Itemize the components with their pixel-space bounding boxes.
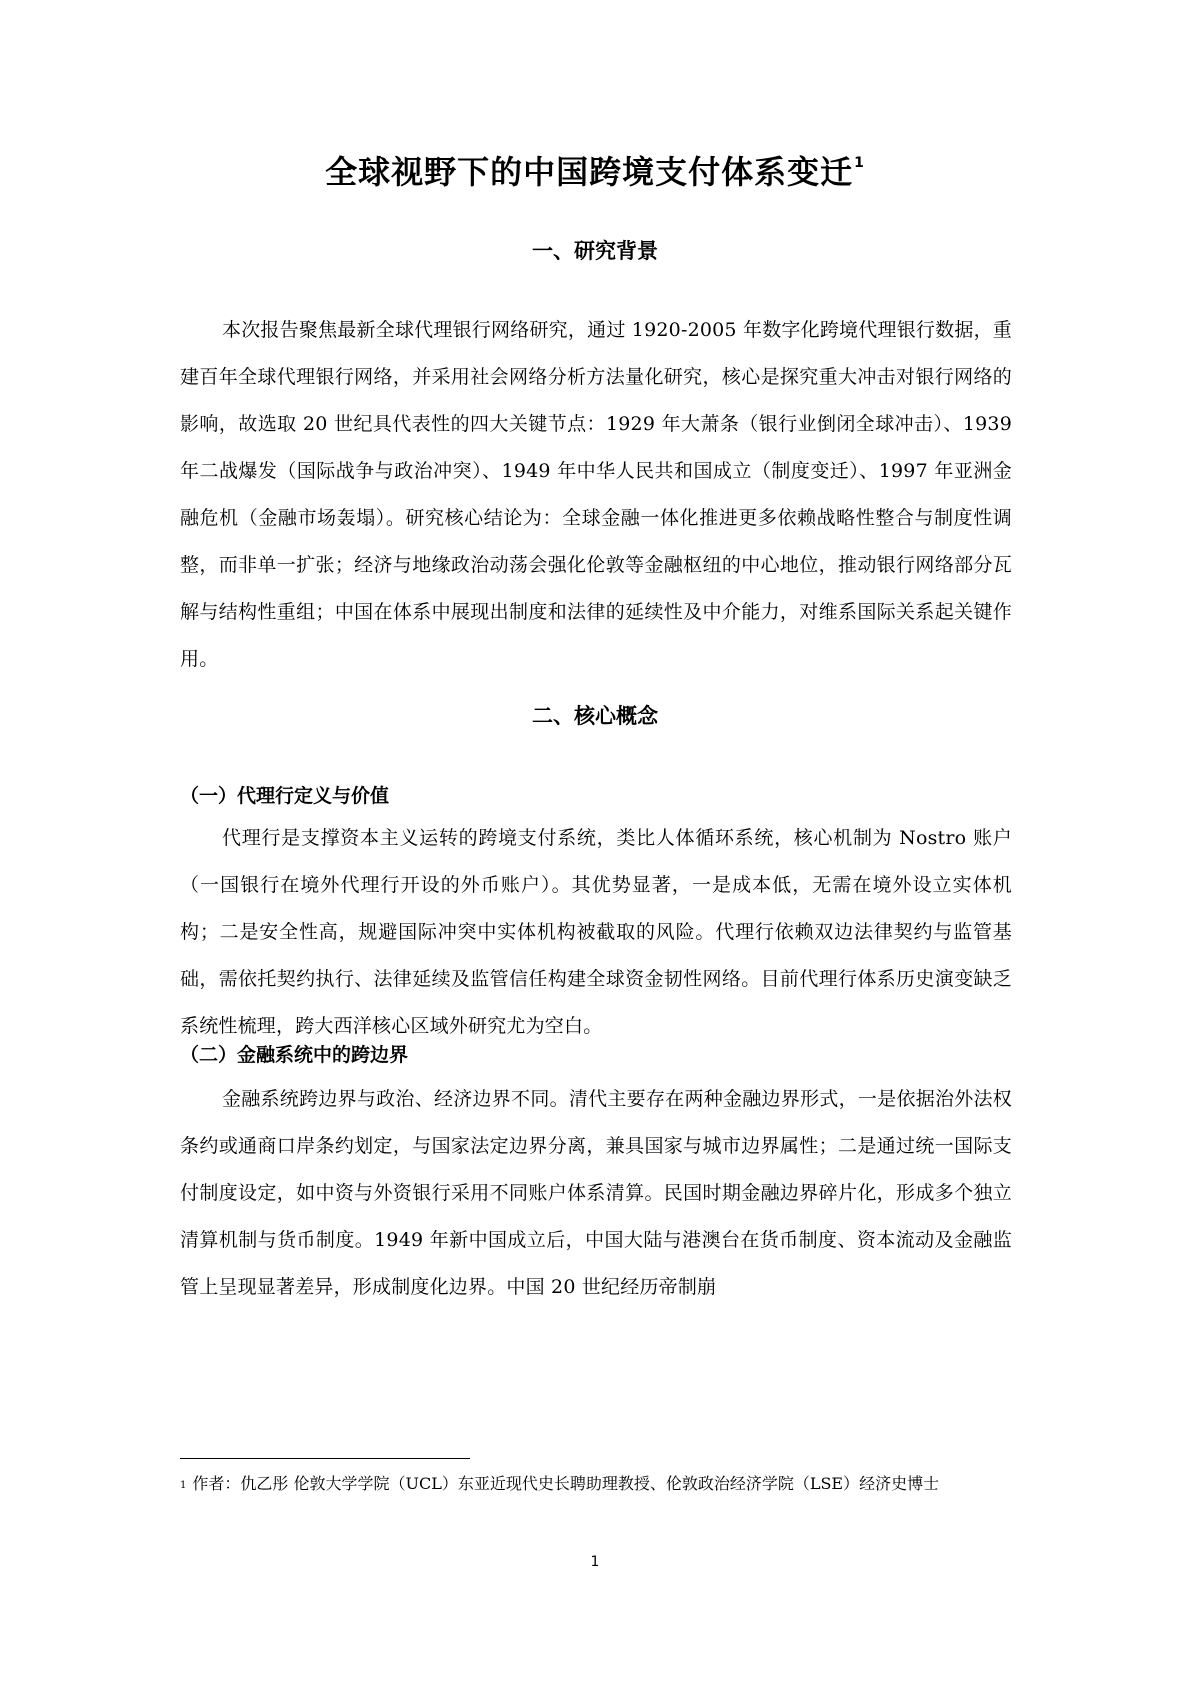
footnote-text: 作者：仇乙彤 伦敦大学学院（UCL）东亚近现代史长聘助理教授、伦敦政治经济学院（LSE）经济史博士 xyxy=(192,1474,940,1493)
footnote-marker: 1 xyxy=(180,1480,187,1491)
section-heading-background: 一、研究背景 xyxy=(532,239,658,263)
cross-border-paragraph: 金融系统跨边界与政治、经济边界不同。清代主要存在两种金融边界形式，一是依据治外法权条约或通商口岸条约划定，与国家法定边界分离，兼具国家与城市边界属性；二是通过统一国际支付制度设定，如中资与外资银行采用不同账户体系清算。民国时期金融边界碎片化，形成多个独立清算机制与货币制度。1949 年新中国成立后，中国大陆与港澳台在货币制度、资本流动及金融监管上呈现显著差异，形成制度化边界。中国 20 世纪经历帝制崩 xyxy=(180,1088,1012,1298)
document-title-text: 全球视野下的中国跨境支付体系变迁 xyxy=(325,153,854,191)
background-paragraph: 本次报告聚焦最新全球代理银行网络研究，通过 1920-2005 年数字化跨境代理银行数据，重建百年全球代理银行网络，并采用社会网络分析方法量化研究，核心是探究重大冲击对银行网络的影响，故选取 20 世纪具代表性的四大关键节点：1929 年大萧条（银行业倒闭全球冲击）、1939 年二战爆发（国际战争与政治冲突）、1949 年中华人民共和国成立（制度变迁）、1997 年亚洲金融危机（金融市场轰塌）。研究核心结论为：全球金融一体化推进更多依赖战略性整合与制度性调整，而非单一扩张；经济与地缘政治动荡会强化伦敦等金融枢纽的中心地位，推动银行网络部分瓦解与结构性重组；中国在体系中展现出制度和法律的延续性及中介能力，对维系国际关系起关键作用。 xyxy=(180,319,1012,670)
title-footnote-marker[interactable]: 1 xyxy=(854,155,865,171)
page-number: 1 xyxy=(590,1554,600,1570)
subsection-heading-cross-border: （二）金融系统中的跨边界 xyxy=(180,1044,409,1066)
correspondent-bank-paragraph: 代理行是支撑资本主义运转的跨境支付系统，类比人体循环系统，核心机制为 Nostro 账户（一国银行在境外代理行开设的外币账户）。其优势显著，一是成本低，无需在境外设立实体机构；二是安全性高，规避国际冲突中实体机构被截取的风险。代理行依赖双边法律契约与监管基础，需依托契约执行、法律延续及监管信任构建全球资金韧性网络。目前代理行体系历史演变缺乏系统性梳理，跨大西洋核心区域外研究尤为空白。 xyxy=(180,827,1012,1037)
document-title xyxy=(0,150,1190,194)
footnote xyxy=(180,1470,1012,1498)
section-heading-core-concepts: 二、核心概念 xyxy=(532,704,658,728)
subsection-heading-correspondent-bank: （一）代理行定义与价值 xyxy=(180,785,390,807)
footnote-separator xyxy=(180,1458,470,1459)
